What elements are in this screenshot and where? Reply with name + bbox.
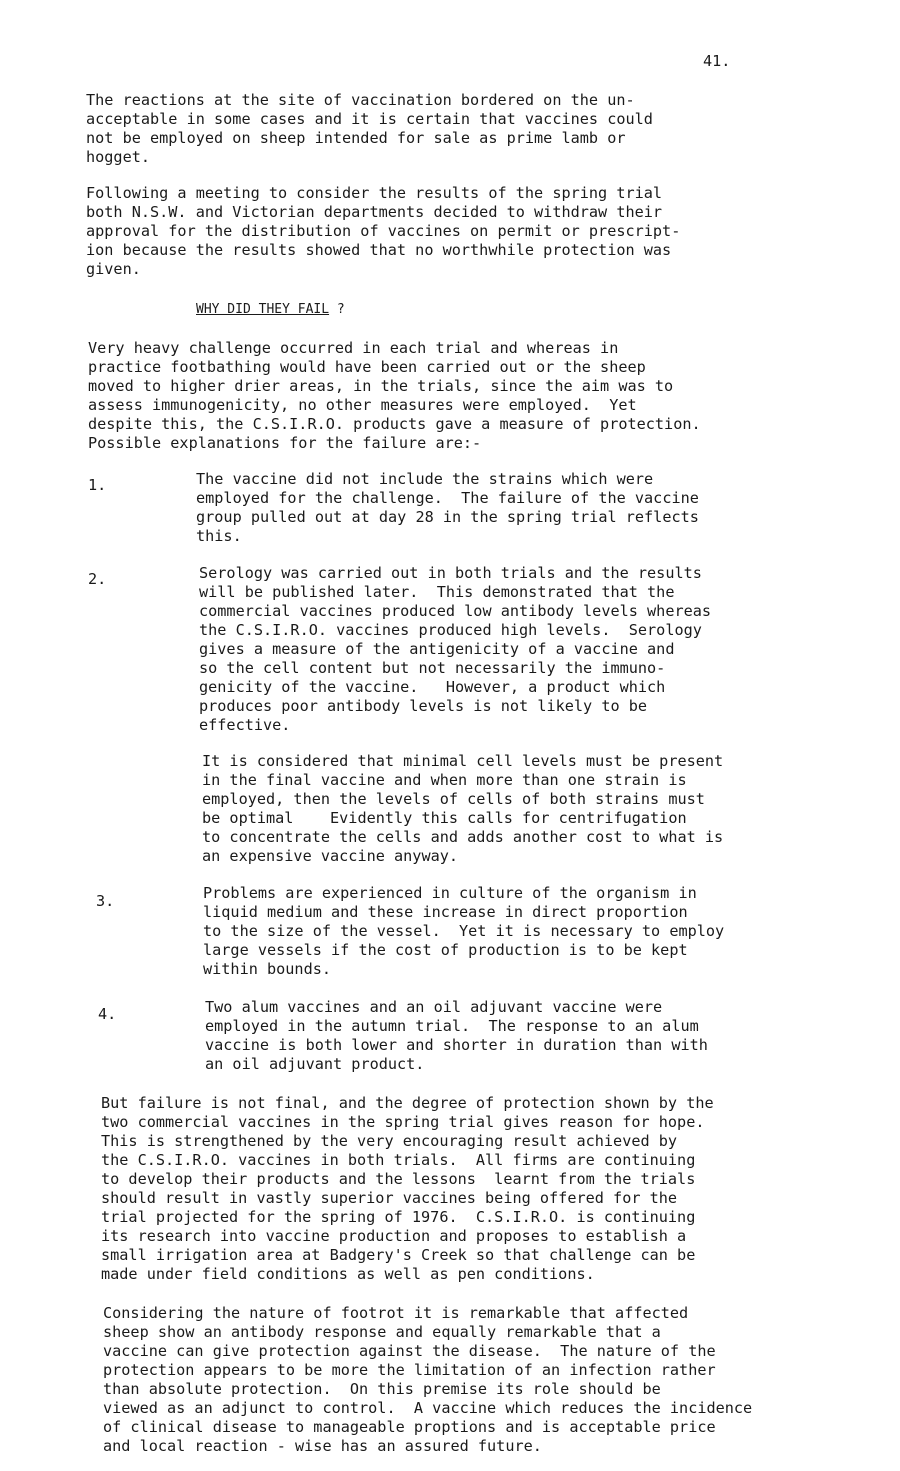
list-item-text: Two alum vaccines and an oil adjuvant vaccine were employed in the autumn trial. The response to an alum vaccine is both lower and shorter in duration than with an oil adjuvant product. — [205, 998, 708, 1073]
list-item-text: Problems are experienced in culture of the organism in liquid medium and these increase in direct proportion to the size of the vessel. Yet it is necessary to employ large vessels if the cost of production is to be kept within bounds. — [203, 884, 725, 978]
list-item-text: The vaccine did not include the strains which were employed for the challenge. The failure of the vaccine group pulled out at day 28 in the spring trial reflects this. — [196, 470, 699, 545]
list-item-number: 2. — [88, 570, 107, 588]
section-heading-text: WHY DID THEY FAIL — [196, 302, 330, 317]
paragraph-vaccination-reactions: The reactions at the site of vaccination bordered on the un- acceptable in some cases and it is certain that vaccines could not be employed on sheep intended for sale as prime lamb or hogget. — [86, 91, 653, 166]
list-item-number: 4. — [98, 1005, 117, 1023]
section-heading — [196, 300, 345, 319]
list-item-number: 3. — [96, 892, 115, 910]
page-number: 41. — [703, 52, 731, 70]
list-item-number: 1. — [88, 476, 107, 494]
paragraph-nature-of-footrot: Considering the nature of footrot it is remarkable that affected sheep show an antibody response and equally remarkable that a vaccine can give protection against the disease. The nature of the protection appears to be more the limitation of an infection rather than absolute protection. On this premise its role should be viewed as an adjunct to control. A vaccine which reduces the incidence of clinical disease to manageable proptions and is acceptable price and local reaction - wise has an assured future. — [103, 1304, 753, 1455]
section-heading-suffix: ? — [329, 302, 345, 317]
paragraph-failure-not-final: But failure is not final, and the degree of protection shown by the two commercial vaccines in the spring trial gives reason for hope. This is strengthened by the very encouraging result achieved by the C.S.I.R.O. vaccines in both trials. All firms are continuing to develop their products and the lessons learnt from the trials should result in vastly superior vaccines being offered for the trial projected for the spring of 1976. C.S.I.R.O. is continuing its research into vaccine production and proposes to establish a small irrigation area at Badgery's Creek so that challenge can be made under field conditions as well as pen conditions. — [101, 1094, 714, 1283]
list-item-text: Serology was carried out in both trials and the results will be published later. This demonstrated that the commercial vaccines produced low antibody levels whereas the C.S.I.R.O. vaccines produced high levels. Serology gives a measure of the antigenicity of a vaccine and so the cell content but not necessarily the immuno- genicity of the vaccine. However, a product which produces poor antibody levels is not likely to be effective. — [199, 564, 712, 734]
list-item-text-continued: It is considered that minimal cell levels must be present in the final vaccine and when more than one strain is employed, then the levels of cells of both strains must be optimal Evidently this calls for centrifugation to concentrate the cells and adds another cost to what is an expensive vaccine anyway. — [202, 752, 724, 865]
paragraph-heavy-challenge: Very heavy challenge occurred in each trial and whereas in practice footbathing would have been carried out or the sheep moved to higher drier areas, in the trials, since the aim was to assess immunogenicity, no other measures were employed. Yet despite this, the C.S.I.R.O. products gave a measure of protection. Possible explanations for the failure are:- — [88, 339, 701, 452]
paragraph-withdrawal-of-approval: Following a meeting to consider the results of the spring trial both N.S.W. and Victorian departments decided to withdraw their approval for the distribution of vaccines on permit or prescript- ion because the results showed that no worthwhile protection was given. — [86, 184, 681, 278]
